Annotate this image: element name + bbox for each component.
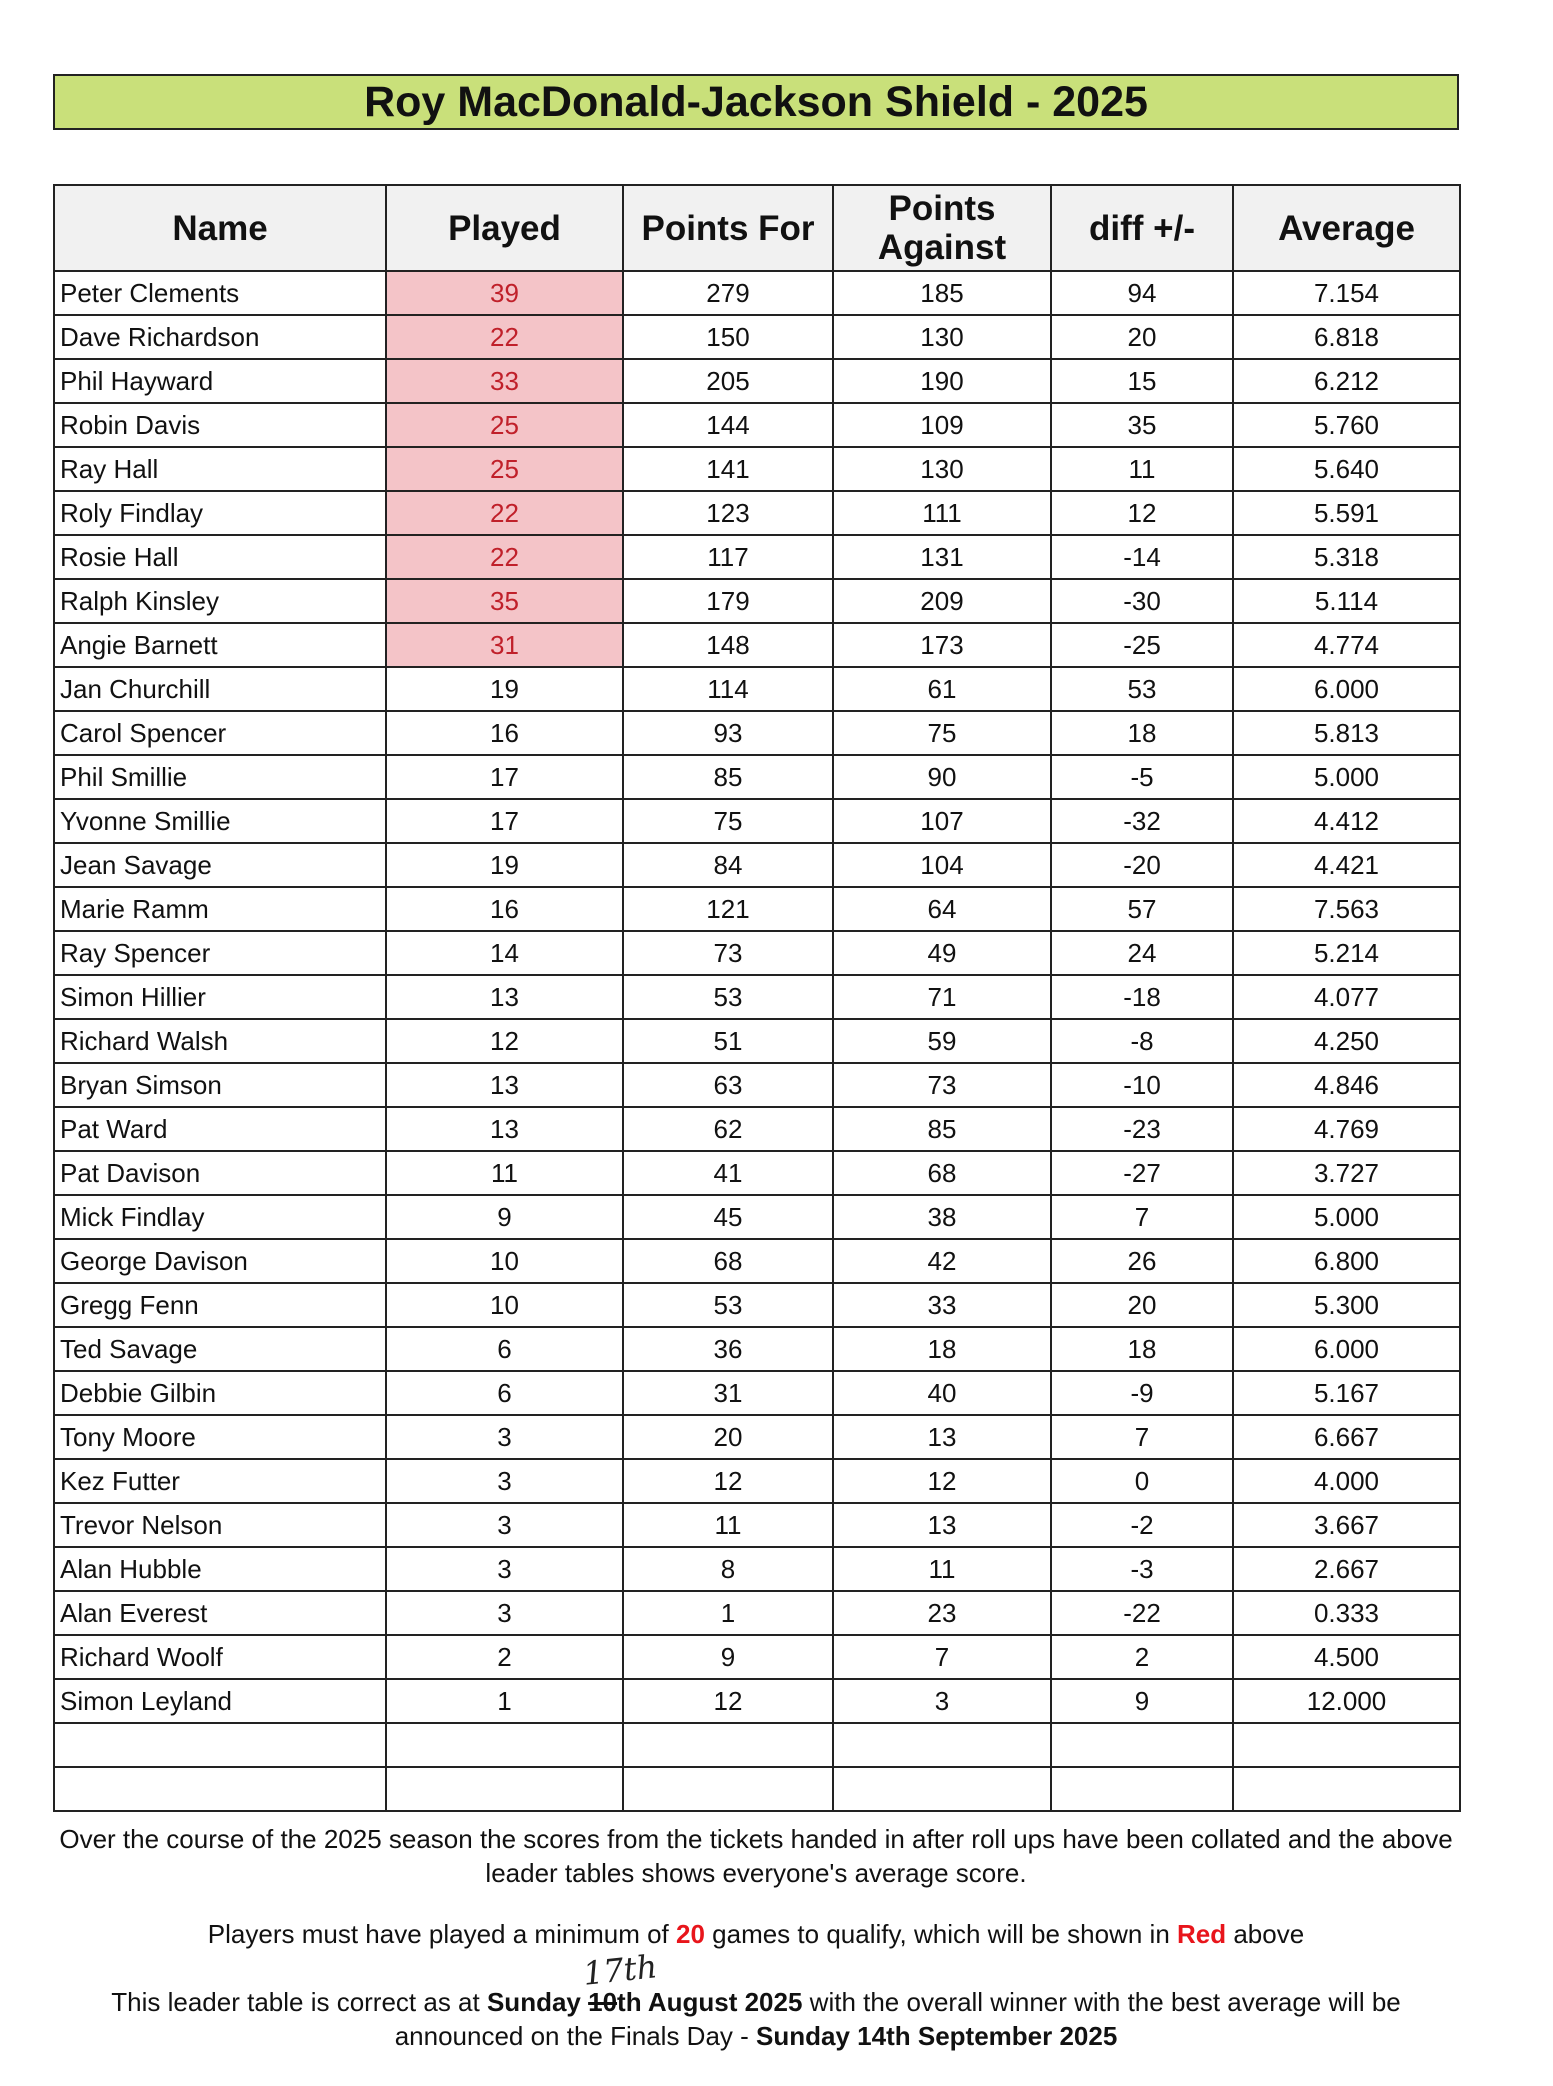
- cell-points-for: 114: [623, 667, 833, 711]
- date-rest: th August 2025: [617, 1987, 803, 2017]
- cell-diff: 35: [1051, 403, 1233, 447]
- cell-points-for: 148: [623, 623, 833, 667]
- cell-played: 22: [386, 535, 623, 579]
- table-row: [54, 579, 1460, 623]
- cell-name: Dave Richardson: [54, 315, 386, 359]
- cell-points-for: 123: [623, 491, 833, 535]
- cell-points-against: 104: [833, 843, 1051, 887]
- table-row: [54, 1767, 1460, 1811]
- cell-diff: -18: [1051, 975, 1233, 1019]
- note-qualify: [53, 1917, 1459, 1951]
- cell-played: 9: [386, 1195, 623, 1239]
- cell-points-against: 64: [833, 887, 1051, 931]
- cell-points-for: 63: [623, 1063, 833, 1107]
- cell-points-against: 190: [833, 359, 1051, 403]
- cell-average: 3.667: [1233, 1503, 1460, 1547]
- cell-diff: 26: [1051, 1239, 1233, 1283]
- cell-diff: -2: [1051, 1503, 1233, 1547]
- cell-points-against: [833, 1767, 1051, 1811]
- cell-diff: 2: [1051, 1635, 1233, 1679]
- cell-diff: -8: [1051, 1019, 1233, 1063]
- table-row: [54, 667, 1460, 711]
- table-row: [54, 1635, 1460, 1679]
- table-row: [54, 1547, 1460, 1591]
- table-row: [54, 843, 1460, 887]
- cell-average: 12.000: [1233, 1679, 1460, 1723]
- cell-diff: -3: [1051, 1547, 1233, 1591]
- cell-diff: -5: [1051, 755, 1233, 799]
- cell-points-against: 75: [833, 711, 1051, 755]
- cell-points-for: 20: [623, 1415, 833, 1459]
- cell-name: [54, 1723, 386, 1767]
- cell-points-for: 84: [623, 843, 833, 887]
- cell-points-for: 205: [623, 359, 833, 403]
- cell-diff: 53: [1051, 667, 1233, 711]
- cell-name: Tony Moore: [54, 1415, 386, 1459]
- cell-name: Yvonne Smillie: [54, 799, 386, 843]
- cell-average: 5.000: [1233, 1195, 1460, 1239]
- cell-diff: 20: [1051, 315, 1233, 359]
- cell-average: 6.818: [1233, 315, 1460, 359]
- cell-diff: -32: [1051, 799, 1233, 843]
- cell-played: 17: [386, 755, 623, 799]
- cell-points-against: 68: [833, 1151, 1051, 1195]
- cell-name: Peter Clements: [54, 271, 386, 315]
- table-row: [54, 887, 1460, 931]
- cell-points-for: 41: [623, 1151, 833, 1195]
- cell-points-for: 12: [623, 1679, 833, 1723]
- cell-average: 5.591: [1233, 491, 1460, 535]
- cell-played: 3: [386, 1547, 623, 1591]
- cell-points-for: 11: [623, 1503, 833, 1547]
- table-row: [54, 711, 1460, 755]
- cell-average: 4.250: [1233, 1019, 1460, 1063]
- cell-points-against: 109: [833, 403, 1051, 447]
- cell-played: [386, 1723, 623, 1767]
- cell-name: Kez Futter: [54, 1459, 386, 1503]
- cell-name: Pat Davison: [54, 1151, 386, 1195]
- cell-points-for: 62: [623, 1107, 833, 1151]
- cell-name: Simon Hillier: [54, 975, 386, 1019]
- cell-average: 3.727: [1233, 1151, 1460, 1195]
- cell-points-against: 131: [833, 535, 1051, 579]
- table-row: [54, 1151, 1460, 1195]
- cell-diff: -20: [1051, 843, 1233, 887]
- cell-points-for: [623, 1767, 833, 1811]
- cell-points-for: 12: [623, 1459, 833, 1503]
- cell-played: 2: [386, 1635, 623, 1679]
- date-struck-number: 10: [588, 1987, 618, 2017]
- cell-points-against: 11: [833, 1547, 1051, 1591]
- cell-average: 5.214: [1233, 931, 1460, 975]
- cell-diff: 18: [1051, 711, 1233, 755]
- cell-average: 7.563: [1233, 887, 1460, 931]
- cell-points-for: 279: [623, 271, 833, 315]
- table-row: [54, 1503, 1460, 1547]
- cell-average: 6.000: [1233, 667, 1460, 711]
- table-row: [54, 1107, 1460, 1151]
- cell-diff: -22: [1051, 1591, 1233, 1635]
- cell-average: 4.769: [1233, 1107, 1460, 1151]
- table-body: [54, 271, 1460, 1811]
- cell-diff: 18: [1051, 1327, 1233, 1371]
- cell-points-against: 107: [833, 799, 1051, 843]
- cell-name: Alan Everest: [54, 1591, 386, 1635]
- date-day: Sunday: [486, 1987, 589, 2017]
- cell-played: 3: [386, 1459, 623, 1503]
- leader-table: [53, 184, 1461, 1812]
- cell-played: 11: [386, 1151, 623, 1195]
- cell-average: 4.500: [1233, 1635, 1460, 1679]
- cell-points-for: [623, 1723, 833, 1767]
- cell-points-for: 85: [623, 755, 833, 799]
- cell-points-against: 12: [833, 1459, 1051, 1503]
- cell-diff: 20: [1051, 1283, 1233, 1327]
- cell-name: Jean Savage: [54, 843, 386, 887]
- table-row: [54, 931, 1460, 975]
- cell-points-for: 9: [623, 1635, 833, 1679]
- cell-points-against: 7: [833, 1635, 1051, 1679]
- cell-played: 22: [386, 491, 623, 535]
- table-row: [54, 403, 1460, 447]
- cell-name: Pat Ward: [54, 1107, 386, 1151]
- table-row: [54, 1327, 1460, 1371]
- cell-name: George Davison: [54, 1239, 386, 1283]
- cell-average: [1233, 1767, 1460, 1811]
- cell-diff: [1051, 1723, 1233, 1767]
- cell-points-against: 209: [833, 579, 1051, 623]
- cell-points-for: 93: [623, 711, 833, 755]
- cell-points-against: 59: [833, 1019, 1051, 1063]
- cell-average: 5.813: [1233, 711, 1460, 755]
- cell-played: 13: [386, 975, 623, 1019]
- table-row: [54, 1371, 1460, 1415]
- cell-points-for: 73: [623, 931, 833, 975]
- cell-played: 10: [386, 1239, 623, 1283]
- cell-average: 5.300: [1233, 1283, 1460, 1327]
- cell-points-against: 13: [833, 1415, 1051, 1459]
- cell-diff: -27: [1051, 1151, 1233, 1195]
- cell-name: Phil Smillie: [54, 755, 386, 799]
- cell-name: Ralph Kinsley: [54, 579, 386, 623]
- cell-name: Robin Davis: [54, 403, 386, 447]
- cell-diff: [1051, 1767, 1233, 1811]
- cell-name: Gregg Fenn: [54, 1283, 386, 1327]
- cell-name: Alan Hubble: [54, 1547, 386, 1591]
- note-collation: [53, 1822, 1459, 1890]
- table-row: [54, 755, 1460, 799]
- cell-points-against: 23: [833, 1591, 1051, 1635]
- note-date-text: This leader table is correct as at: [111, 1987, 487, 2017]
- cell-played: 31: [386, 623, 623, 667]
- cell-played: 16: [386, 887, 623, 931]
- cell-played: [386, 1767, 623, 1811]
- cell-diff: 12: [1051, 491, 1233, 535]
- column-header-name: Name: [54, 185, 386, 271]
- cell-played: 33: [386, 359, 623, 403]
- cell-points-against: 33: [833, 1283, 1051, 1327]
- cell-points-for: 51: [623, 1019, 833, 1063]
- cell-name: Jan Churchill: [54, 667, 386, 711]
- cell-average: 5.760: [1233, 403, 1460, 447]
- cell-played: 25: [386, 447, 623, 491]
- handwritten-date-correction: 17th: [581, 1947, 659, 1993]
- cell-points-for: 31: [623, 1371, 833, 1415]
- cell-points-against: 73: [833, 1063, 1051, 1107]
- cell-played: 14: [386, 931, 623, 975]
- table-row: [54, 1415, 1460, 1459]
- note-qualify-text-mid: games to qualify, which will be shown in: [704, 1919, 1177, 1949]
- cell-played: 16: [386, 711, 623, 755]
- red-word: Red: [1177, 1919, 1227, 1949]
- note-date: [53, 1985, 1459, 2053]
- cell-points-against: 85: [833, 1107, 1051, 1151]
- page-title: Roy MacDonald-Jackson Shield - 2025: [53, 74, 1459, 130]
- cell-points-for: 68: [623, 1239, 833, 1283]
- table-header-row: [54, 185, 1460, 271]
- cell-points-against: 49: [833, 931, 1051, 975]
- cell-name: Ted Savage: [54, 1327, 386, 1371]
- cell-diff: 24: [1051, 931, 1233, 975]
- cell-average: 0.333: [1233, 1591, 1460, 1635]
- cell-average: 5.000: [1233, 755, 1460, 799]
- cell-name: Debbie Gilbin: [54, 1371, 386, 1415]
- column-header-average: Average: [1233, 185, 1460, 271]
- cell-points-for: 36: [623, 1327, 833, 1371]
- cell-points-against: 38: [833, 1195, 1051, 1239]
- cell-played: 13: [386, 1063, 623, 1107]
- cell-played: 6: [386, 1327, 623, 1371]
- cell-points-against: 173: [833, 623, 1051, 667]
- cell-points-for: 8: [623, 1547, 833, 1591]
- cell-played: 35: [386, 579, 623, 623]
- note-qualify-text-end: above: [1226, 1919, 1305, 1949]
- table-row: [54, 315, 1460, 359]
- cell-points-for: 75: [623, 799, 833, 843]
- cell-average: 4.000: [1233, 1459, 1460, 1503]
- min-games-value: 20: [676, 1919, 705, 1949]
- cell-played: 17: [386, 799, 623, 843]
- table-row: [54, 491, 1460, 535]
- cell-average: 7.154: [1233, 271, 1460, 315]
- cell-played: 3: [386, 1503, 623, 1547]
- cell-points-against: 130: [833, 315, 1051, 359]
- column-header-played: Played: [386, 185, 623, 271]
- cell-average: 5.167: [1233, 1371, 1460, 1415]
- cell-diff: 9: [1051, 1679, 1233, 1723]
- cell-diff: 94: [1051, 271, 1233, 315]
- table-row: [54, 1195, 1460, 1239]
- cell-name: Ray Spencer: [54, 931, 386, 975]
- table-row: [54, 535, 1460, 579]
- cell-diff: -10: [1051, 1063, 1233, 1107]
- cell-points-against: 90: [833, 755, 1051, 799]
- cell-diff: 15: [1051, 359, 1233, 403]
- cell-name: [54, 1767, 386, 1811]
- cell-points-against: 3: [833, 1679, 1051, 1723]
- cell-average: 6.000: [1233, 1327, 1460, 1371]
- cell-points-against: 130: [833, 447, 1051, 491]
- cell-played: 3: [386, 1415, 623, 1459]
- cell-played: 39: [386, 271, 623, 315]
- cell-diff: 7: [1051, 1195, 1233, 1239]
- cell-diff: 0: [1051, 1459, 1233, 1503]
- cell-name: Rosie Hall: [54, 535, 386, 579]
- cell-name: Trevor Nelson: [54, 1503, 386, 1547]
- cell-played: 12: [386, 1019, 623, 1063]
- cell-average: 2.667: [1233, 1547, 1460, 1591]
- cell-diff: 11: [1051, 447, 1233, 491]
- cell-points-against: 42: [833, 1239, 1051, 1283]
- table-row: [54, 1591, 1460, 1635]
- cell-diff: -30: [1051, 579, 1233, 623]
- table-row: [54, 1019, 1460, 1063]
- cell-average: 6.212: [1233, 359, 1460, 403]
- cell-average: 6.800: [1233, 1239, 1460, 1283]
- cell-points-for: 179: [623, 579, 833, 623]
- cell-diff: 57: [1051, 887, 1233, 931]
- cell-name: Richard Woolf: [54, 1635, 386, 1679]
- cell-diff: -23: [1051, 1107, 1233, 1151]
- cell-average: 5.318: [1233, 535, 1460, 579]
- cell-name: Phil Hayward: [54, 359, 386, 403]
- table-row: [54, 359, 1460, 403]
- cell-points-against: 40: [833, 1371, 1051, 1415]
- cell-average: 6.667: [1233, 1415, 1460, 1459]
- note-date-text-mid: with the overall winner with the best average will be announced on the Finals Day -: [394, 1987, 1401, 2051]
- cell-points-against: 13: [833, 1503, 1051, 1547]
- cell-points-for: 144: [623, 403, 833, 447]
- table-row: [54, 1723, 1460, 1767]
- table-row: [54, 1239, 1460, 1283]
- cell-average: 5.114: [1233, 579, 1460, 623]
- cell-diff: -14: [1051, 535, 1233, 579]
- cell-played: 19: [386, 843, 623, 887]
- cell-average: 4.077: [1233, 975, 1460, 1019]
- table-row: [54, 1459, 1460, 1503]
- cell-played: 13: [386, 1107, 623, 1151]
- table-row: [54, 447, 1460, 491]
- finals-date: Sunday 14th September 2025: [756, 2021, 1118, 2051]
- table-row: [54, 1283, 1460, 1327]
- cell-average: 4.412: [1233, 799, 1460, 843]
- cell-played: 3: [386, 1591, 623, 1635]
- cell-points-against: [833, 1723, 1051, 1767]
- cell-points-for: 121: [623, 887, 833, 931]
- cell-points-for: 53: [623, 975, 833, 1019]
- cell-diff: -9: [1051, 1371, 1233, 1415]
- cell-average: [1233, 1723, 1460, 1767]
- cell-name: Simon Leyland: [54, 1679, 386, 1723]
- cell-name: Carol Spencer: [54, 711, 386, 755]
- cell-points-for: 1: [623, 1591, 833, 1635]
- cell-average: 4.421: [1233, 843, 1460, 887]
- table-row: [54, 271, 1460, 315]
- cell-played: 1: [386, 1679, 623, 1723]
- cell-diff: 7: [1051, 1415, 1233, 1459]
- table-row: [54, 1063, 1460, 1107]
- cell-played: 10: [386, 1283, 623, 1327]
- cell-name: Bryan Simson: [54, 1063, 386, 1107]
- cell-diff: -25: [1051, 623, 1233, 667]
- cell-name: Marie Ramm: [54, 887, 386, 931]
- cell-average: 5.640: [1233, 447, 1460, 491]
- column-header-points-against: Points Against: [833, 185, 1051, 271]
- cell-played: 19: [386, 667, 623, 711]
- cell-played: 6: [386, 1371, 623, 1415]
- cell-name: Roly Findlay: [54, 491, 386, 535]
- cell-points-for: 150: [623, 315, 833, 359]
- cell-points-for: 53: [623, 1283, 833, 1327]
- table-row: [54, 799, 1460, 843]
- note-collation-text: Over the course of the 2025 season the scores from the tickets handed in after roll ups have been collated and the above leader tables shows everyone's average score.: [59, 1824, 1453, 1888]
- table-row: [54, 975, 1460, 1019]
- column-header-points-for: Points For: [623, 185, 833, 271]
- cell-played: 25: [386, 403, 623, 447]
- table-row: [54, 1679, 1460, 1723]
- cell-points-for: 45: [623, 1195, 833, 1239]
- note-qualify-text: Players must have played a minimum of: [207, 1919, 676, 1949]
- cell-points-for: 141: [623, 447, 833, 491]
- cell-points-against: 111: [833, 491, 1051, 535]
- cell-points-against: 18: [833, 1327, 1051, 1371]
- cell-played: 22: [386, 315, 623, 359]
- cell-name: Angie Barnett: [54, 623, 386, 667]
- column-header-diff: diff +/-: [1051, 185, 1233, 271]
- table-row: [54, 623, 1460, 667]
- cell-average: 4.774: [1233, 623, 1460, 667]
- cell-points-against: 71: [833, 975, 1051, 1019]
- cell-points-against: 185: [833, 271, 1051, 315]
- cell-points-against: 61: [833, 667, 1051, 711]
- cell-name: Richard Walsh: [54, 1019, 386, 1063]
- cell-name: Mick Findlay: [54, 1195, 386, 1239]
- cell-name: Ray Hall: [54, 447, 386, 491]
- cell-average: 4.846: [1233, 1063, 1460, 1107]
- cell-points-for: 117: [623, 535, 833, 579]
